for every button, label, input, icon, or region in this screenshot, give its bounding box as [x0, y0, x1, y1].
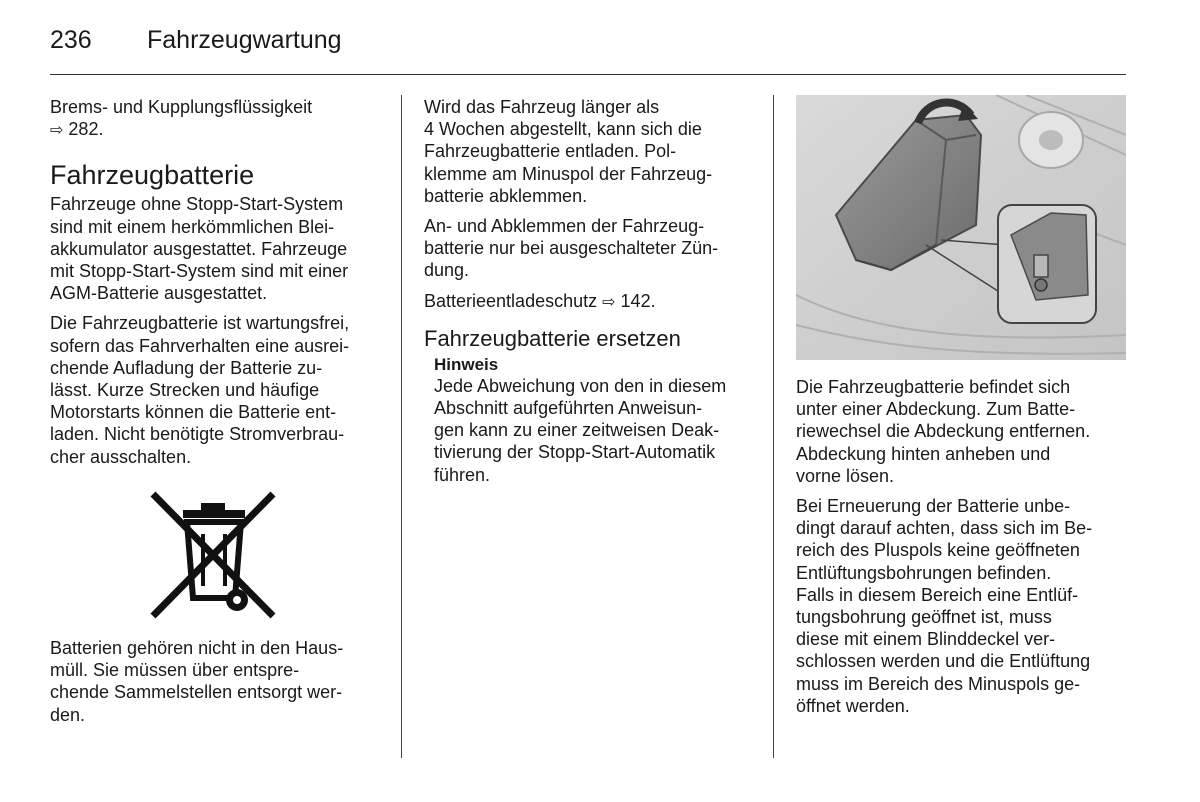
battery-location-paragraph [796, 376, 1131, 487]
text-line: reich des Pluspols keine geöffneten [796, 540, 1080, 561]
text-line: An- und Abklemmen der Fahrzeug- [424, 216, 705, 237]
text-line: sofern das Fahrverhalten eine ausrei- [50, 335, 350, 356]
text-line: chende Aufladung der Batterie zu- [50, 357, 323, 378]
text-line: Die Fahrzeugbatterie ist wartungsfrei, [50, 313, 350, 334]
note-label: Hinweis [434, 354, 499, 374]
text-line: riewechsel die Abdeckung entfernen. [796, 421, 1091, 442]
text-line: vorne lösen. [796, 465, 895, 486]
brake-fluid-line: Brems- und Kupplungsflüssigkeit [50, 97, 313, 117]
subsection-title-replace-battery: Fahrzeugbatterie ersetzen [424, 325, 681, 351]
text-line: laden. Nicht benötigte Stromverbrau- [50, 424, 345, 445]
page-number: 236 [50, 26, 92, 54]
vent-holes-paragraph [796, 495, 1131, 717]
text-line: 4 Wochen abgestellt, kann sich die [424, 119, 702, 140]
text-line: batterie nur bei ausgeschalteter Zün- [424, 238, 719, 259]
right-column [796, 376, 1131, 717]
text-line: Wird das Fahrzeug länger als [424, 97, 660, 117]
text-line: Abdeckung hinten anheben und [796, 443, 1051, 464]
text-line: Falls in diesem Bereich eine Entlüf- [796, 584, 1079, 605]
chapter-title: Fahrzeugwartung [147, 26, 342, 54]
column-divider-right [773, 95, 774, 758]
text-line: unter einer Abdeckung. Zum Batte- [796, 399, 1076, 420]
text-line: Fahrzeuge ohne Stopp-Start-System [50, 194, 344, 215]
battery-cover-photo [796, 95, 1126, 360]
page-reference-number: 142. [620, 290, 656, 311]
page-reference-number: 282. [68, 119, 104, 140]
left-column-lower [50, 637, 385, 726]
text-line: Bei Erneuerung der Batterie unbe- [796, 496, 1071, 517]
discharge-protection-label: Batterieentladeschutz [424, 290, 598, 311]
brake-fluid-reference [50, 96, 385, 142]
ignition-off-paragraph [424, 215, 759, 282]
text-line: tivierung der Stopp-Start-Automatik [434, 442, 716, 463]
column-divider-left [401, 95, 402, 758]
middle-column [424, 96, 759, 486]
page-reference-arrow-icon: ⇨ [602, 293, 616, 311]
text-line: Jede Abweichung von den in diesem [434, 375, 727, 396]
header-rule [50, 74, 1126, 75]
text-line: mit Stopp-Start-System sind mit einer [50, 261, 349, 282]
text-line: cher ausschalten. [50, 446, 192, 467]
text-line: Motorstarts können die Batterie ent- [50, 402, 337, 423]
text-line: dingt darauf achten, dass sich im Be- [796, 518, 1093, 539]
crossed-out-wheelie-bin-icon [145, 490, 280, 620]
text-line: akkumulator ausgestattet. Fahrzeuge [50, 238, 348, 259]
text-line: chende Sammelstellen entsorgt wer- [50, 682, 343, 703]
text-line: muss im Bereich des Minuspols ge- [796, 673, 1081, 694]
text-line: sind mit einem herkömmlichen Blei- [50, 216, 335, 237]
text-line: diese mit einem Blinddeckel ver- [796, 629, 1056, 650]
text-line: gen kann zu einer zeitweisen Deak- [434, 420, 720, 441]
text-line: dung. [424, 260, 470, 281]
text-line: lässt. Kurze Strecken und häufige [50, 380, 320, 401]
text-line: führen. [434, 464, 491, 485]
maintenance-free-paragraph [50, 312, 385, 467]
text-line: Fahrzeugbatterie entladen. Pol- [424, 141, 677, 162]
brake-fluid-page-link[interactable] [50, 119, 103, 139]
left-column [50, 96, 385, 476]
text-line: Abschnitt aufgeführten Anweisun- [434, 398, 703, 419]
text-line: klemme am Minuspol der Fahrzeug- [424, 163, 713, 184]
long-parking-paragraph [424, 96, 759, 207]
text-line: Batterien gehören nicht in den Haus- [50, 638, 344, 658]
text-line: den. [50, 704, 86, 725]
note-block [424, 354, 759, 486]
text-line: batterie abklemmen. [424, 185, 588, 206]
note-text [434, 375, 759, 486]
battery-type-paragraph [50, 193, 385, 304]
text-line: öffnet werden. [796, 695, 910, 716]
battery-disposal-paragraph [50, 637, 385, 726]
section-title-vehicle-battery: Fahrzeugbatterie [50, 160, 255, 191]
discharge-protection-reference [424, 290, 759, 314]
text-line: Die Fahrzeugbatterie befindet sich [796, 377, 1071, 397]
text-line: müll. Sie müssen über entspre- [50, 660, 300, 681]
text-line: tungsbohrung geöffnet ist, muss [796, 607, 1052, 628]
text-line: Entlüftungsbohrungen befinden. [796, 562, 1052, 583]
text-line: AGM-Batterie ausgestattet. [50, 283, 268, 304]
page-reference-arrow-icon: ⇨ [50, 122, 64, 140]
discharge-protection-page-link[interactable] [602, 291, 655, 311]
text-line: schlossen werden und die Entlüftung [796, 651, 1091, 672]
